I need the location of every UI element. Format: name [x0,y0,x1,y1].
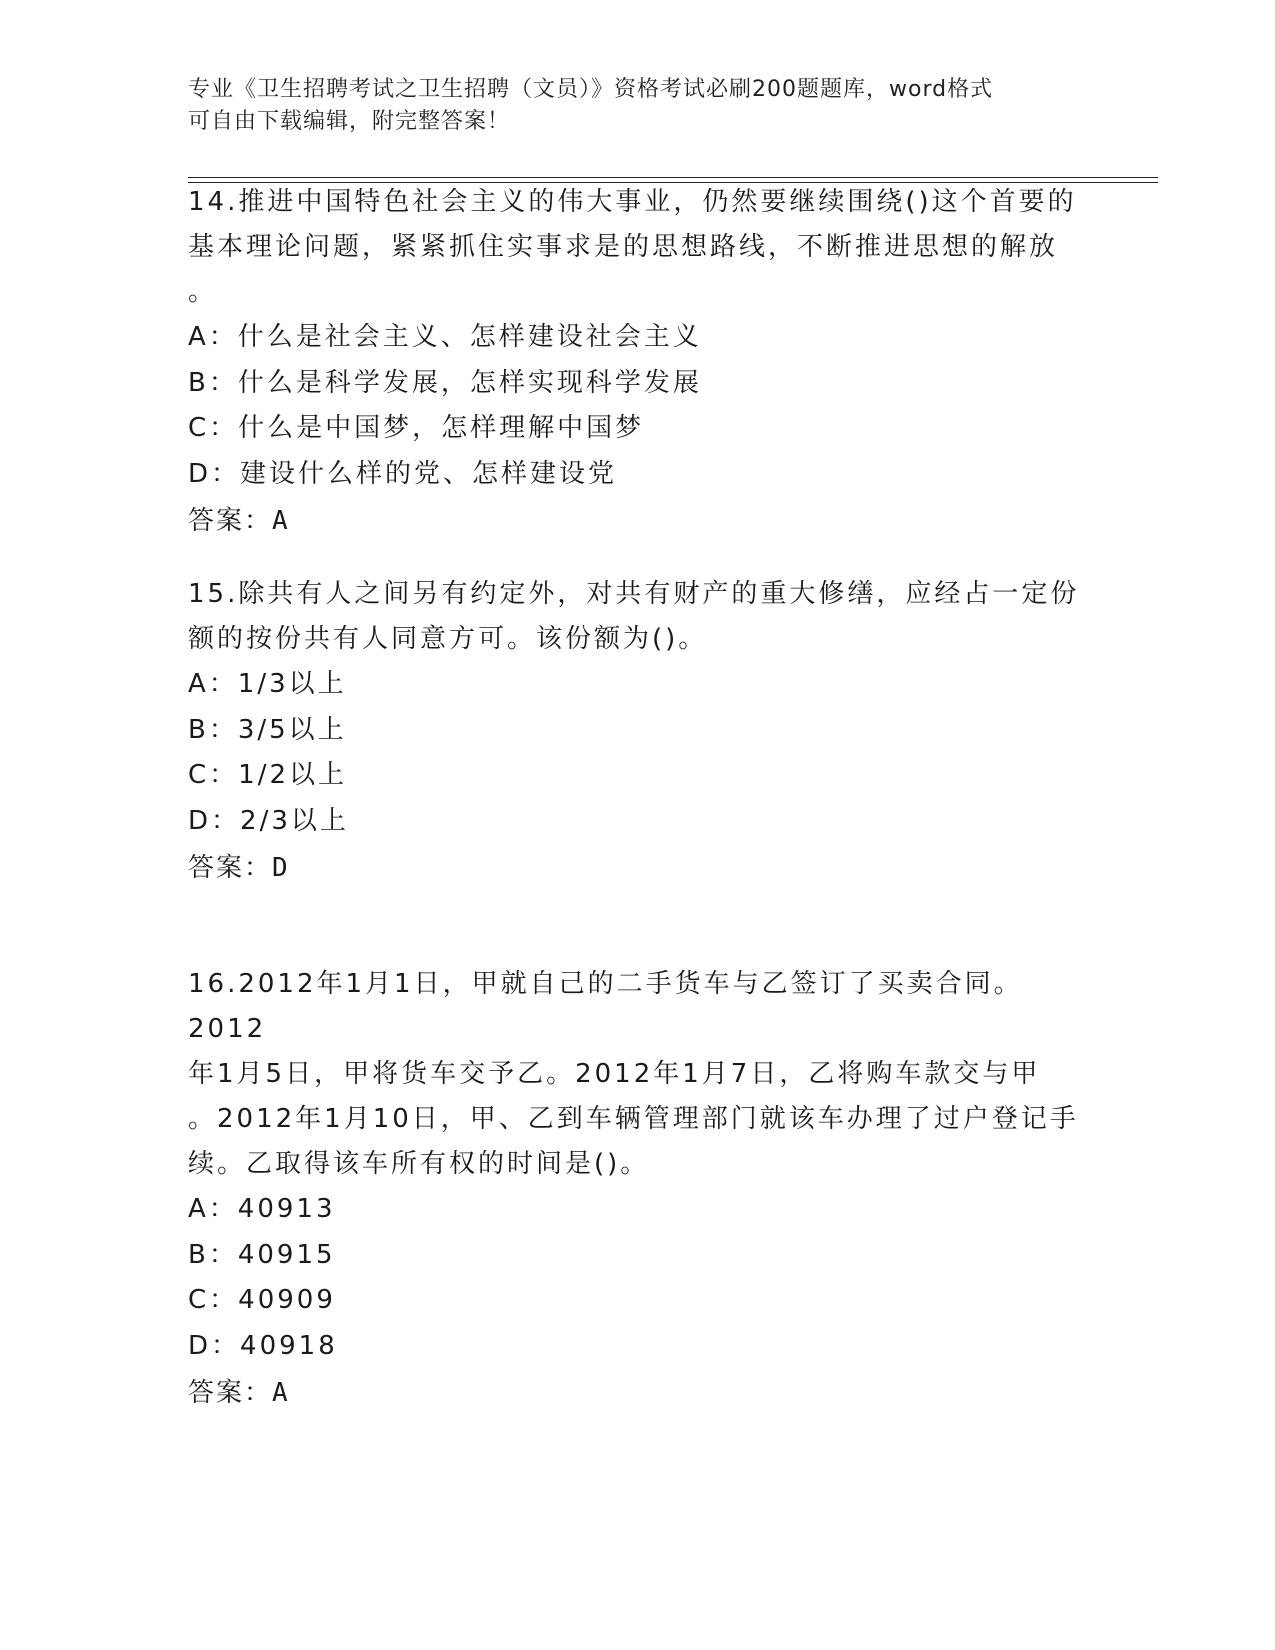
question-stem-line: 。2012年1月10日，甲、乙到车辆管理部门就该车办理了过户登记手 [188,1104,1079,1134]
answer-line [188,1371,1088,1416]
question-stem-line: 15.除共有人之间另有约定外，对共有财产的重大修缮，应经占一定份 [188,579,1080,609]
option-d: D：建设什么样的党、怎样建设党 [188,458,618,489]
option-a: A：什么是社会主义、怎样建设社会主义 [188,322,702,352]
question-14 [188,180,1088,544]
answer-value: A [272,506,290,536]
header-divider-top [188,177,1158,178]
answer-value: A [272,1378,290,1408]
question-15 [188,572,1088,891]
answer-line [188,846,1088,891]
option-d: D：40918 [188,1330,338,1361]
question-stem-line: 额的按份共有人同意方可。该份额为()。 [188,624,708,654]
option-a: A：1/3以上 [188,669,347,699]
answer-label: 答案： [188,853,273,883]
option-d: D：2/3以上 [188,805,349,836]
question-stem-line: 基本理论问题，紧紧抓住实事求是的思想路线，不断推进思想的解放 [188,232,1059,262]
option-b: B：什么是科学发展，怎样实现科学发展 [188,367,702,398]
option-c: C：40909 [188,1285,336,1315]
header-line-2: 可自由下载编辑，附完整答案！ [188,109,511,134]
option-a: A：40913 [188,1194,336,1224]
document-header [188,74,1088,138]
option-b: B：40915 [188,1239,336,1270]
option-b: B：3/5以上 [188,714,347,745]
answer-label: 答案： [188,1378,273,1408]
option-c: C：1/2以上 [188,760,347,790]
question-stem-line: 14.推进中国特色社会主义的伟大事业，仍然要继续围绕()这个首要的 [188,187,1077,217]
answer-label: 答案： [188,506,273,536]
question-stem-line: 16.2012年1月1日，甲就自己的二手货车与乙签订了买卖合同。2012 [188,969,1023,1044]
answer-line [188,499,1088,544]
question-16 [188,962,1088,1416]
option-c: C：什么是中国梦，怎样理解中国梦 [188,413,645,443]
question-stem-line: 。 [188,277,218,307]
question-stem-line: 续。乙取得该车所有权的时间是()。 [188,1149,650,1179]
header-line-1: 专业《卫生招聘考试之卫生招聘（文员）》资格考试必刷200题题库，word格式 [188,77,994,102]
answer-value: D [272,853,290,883]
question-stem-line: 年1月5日，甲将货车交予乙。2012年1月7日，乙将购车款交与甲 [188,1059,1041,1089]
